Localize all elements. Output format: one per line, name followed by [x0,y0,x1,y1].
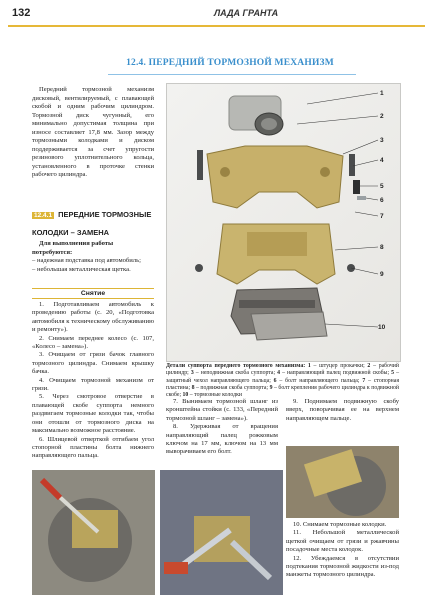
caption-item-text: – рабочий цилиндр; [166,363,399,377]
caption-item-text: – защитный чехол направляющего пальца; [166,370,399,384]
caption-item-number: 6 [270,377,277,384]
caliper-parts-illustration [167,84,400,361]
caption-item-number: 9 [268,384,273,391]
requirement-item: – надежная подставка под автомобиль; [32,257,141,264]
caption-item-text: – тормозные колодки [188,392,242,399]
caption-item-number: 3 [188,370,194,377]
caption-item-text: – штуцер прокачки; [310,363,365,369]
step: 2. Снимаем переднее колесо (с. 107, «Колесо – замена»). [32,334,154,351]
photo-raising-caliper [286,446,399,518]
step: 4. Очищаем тормозной механизм от грязи. [32,376,154,393]
callout-6: 6 [380,197,384,204]
callout-2: 2 [380,113,384,120]
caption-item-text: – направляющий палец подвижной скобы; [280,370,390,377]
step: 8. Удерживая от вращения направляющий палец рожковым ключом на 17 мм, ключом на 13 мм выворачиваем его болт. [166,423,278,456]
subsection-number: 12.4.1 [34,212,53,219]
callout-7: 7 [380,213,384,220]
caption-item-number: 2 [364,363,371,369]
step: 11. Небольшой металлической щеткой очищаем от грязи и ржавчины посадочные места колодок. [286,529,399,554]
figure-caption [166,363,399,399]
caption-item-text: – болт крепления рабочего цилиндра к подвижной скобе; [166,384,399,399]
removal-heading: Снятие [32,288,154,299]
photo-bending-lock-plate [32,470,155,595]
caption-item-text: – неподвижная скоба суппорта; [193,370,276,377]
callout-5: 5 [380,183,384,190]
callout-10: 10 [378,324,386,331]
caption-item-number: 8 [190,384,195,391]
subsection-title: ПЕРЕДНИЕ ТОРМОЗНЫЕ КОЛОДКИ – ЗАМЕНА [32,210,152,237]
step: 6. Шлицевой отверткой отгибаем угол стопорной пластины болта нижнего направляющего пальца. [32,435,154,460]
intro-paragraph: Передний тормозной механизм дисковый, вентилируемый, с плавающей скобой и одним рабочим цилиндром. Тормозной диск чугунный, его минимально допустимая толщина при износе составляет 17,8 мм. Зазор между тормозными колодками и диском поддерживается за счет упругости резинового уплотнительного кольца, установленного в проточке стенки рабочего цилиндра. [32,86,154,178]
caption-item-text: – болт направляющего пальца; [276,377,360,384]
caption-item-text: – подвижная скоба суппорта; [194,384,269,391]
callout-9: 9 [380,271,384,278]
section-title: 12.4. ПЕРЕДНИЙ ТОРМОЗНОЙ МЕХАНИЗМ [126,58,334,68]
steps-left [32,301,154,461]
caption-item-number: 4 [275,370,281,377]
steps-right [286,398,399,423]
step: 12. Убеждаемся в отсутствии подтекания тормозной жидкости из-под манжеты тормозного цилиндра. [286,554,399,579]
step: 3. Очищаем от грязи бачок главного тормозного цилиндра. Снимаем крышку бачка. [32,351,154,376]
section-rule [108,74,356,75]
step: 5. Через смотровое отверстие в плавающей скобе суппорта немного раздвигаем тормозные колодки так, чтобы они отошли от тормозного диска на максимально возможное расстояние. [32,393,154,435]
caption-item-text: – стопорная пластина; [166,377,399,391]
caption-title: Детали суппорта переднего тормозного механизма: [166,363,306,369]
intro-text [32,86,154,180]
callout-4: 4 [380,157,384,164]
caption-item-number: 5 [389,370,395,377]
callout-3: 3 [380,137,384,144]
steps-middle [166,398,278,457]
caption-item-number: 7 [359,377,366,384]
page-number: 132 [12,7,31,19]
step: 10. Снимаем тормозные колодки. [293,521,387,528]
steps-bottom-right [286,521,399,580]
photo-unscrewing-pin-bolt [160,470,283,595]
step: 7. Вынимаем тормозной шланг из кронштейна стойки (с. 133, «Передний тормозной шланг – замена»). [166,398,278,422]
caption-item-number: 10 [181,392,189,399]
caliper-parts-photo [166,83,401,362]
subsection-heading [32,204,154,240]
requirements-heading: Для выполнения работы потребуются: [32,240,114,256]
requirement-item: – небольшая металлическая щетка. [32,265,131,273]
caption-item-number: 1 [307,363,311,369]
step: 1. Подготавливаем автомобиль к проведению работы (с. 20, «Подготовка автомобиля к техническому обслуживанию и ремонту»). [32,301,154,334]
running-title: ЛАДА ГРАНТА [214,8,279,18]
step: 9. Поднимаем подвижную скобу вверх, поворачивая ее на верхнем направляющем пальце. [286,398,399,422]
callout-8: 8 [380,244,384,251]
callout-1: 1 [380,90,384,97]
header-divider [8,25,425,27]
requirements [32,240,154,274]
